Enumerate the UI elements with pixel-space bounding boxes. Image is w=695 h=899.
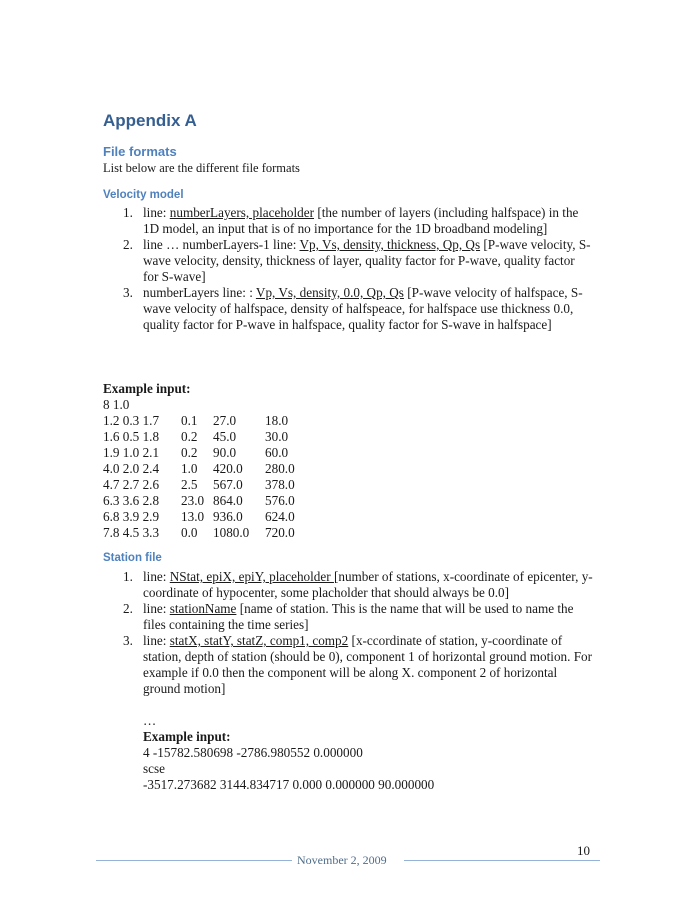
example-cell: 720.0 xyxy=(265,525,295,540)
page-number: 10 xyxy=(577,843,590,858)
field-names: NStat, epiX, epiY, placeholder xyxy=(169,569,334,584)
velocity-model-list xyxy=(103,205,593,333)
example-cell: 567.0 xyxy=(213,477,243,492)
example-label: Example input: xyxy=(143,729,231,744)
example-cell: 576.0 xyxy=(265,493,295,508)
example-cell: 90.0 xyxy=(213,445,237,460)
example-cell: 27.0 xyxy=(213,413,237,428)
example-cell: 2.5 xyxy=(181,477,198,492)
example-cell: 0.1 xyxy=(181,413,198,428)
station-file-heading: Station file xyxy=(103,552,162,564)
example-line: scse xyxy=(143,761,165,776)
example-cell: 1.9 1.0 2.1 xyxy=(103,445,160,460)
appendix-heading: Appendix A xyxy=(103,111,197,130)
list-item: 3. numberLayers line: : Vp, Vs, density, 0.0, Qp, Qs [P-wave velocity of halfspace, S-wave velocity of halfspace, density of halfspeace, for halfspace use thickness 0.0, quality factor for P-wave in halfspace, quality factor for S-wave in halfspace] xyxy=(123,285,583,332)
example-cell: 7.8 4.5 3.3 xyxy=(103,525,160,540)
footer-rule-right xyxy=(404,860,600,861)
example-cell: 1.6 0.5 1.8 xyxy=(103,429,160,444)
example-cell: 1080.0 xyxy=(213,525,250,540)
example-row xyxy=(103,493,308,509)
example-cell: 420.0 xyxy=(213,461,243,476)
velocity-model-heading: Velocity model xyxy=(103,189,184,201)
example-row xyxy=(103,445,308,461)
example-cell: 0.2 xyxy=(181,445,198,460)
footer-date: November 2, 2009 xyxy=(297,853,387,867)
example-cell: 0.0 xyxy=(181,525,198,540)
example-cell: 4.0 2.0 2.4 xyxy=(103,461,160,476)
field-names: Vp, Vs, density, 0.0, Qp, Qs xyxy=(255,285,404,300)
list-item: 1. line: numberLayers, placeholder [the number of layers (including halfspace) in the 1D model, an input that is of no importance for the 1D broadband modeling] xyxy=(123,205,579,236)
file-formats-heading: File formats xyxy=(103,144,177,159)
list-item: 2. line: stationName [name of station. This is the name that will be used to name the files containing the time series] xyxy=(123,601,574,632)
example-row xyxy=(103,477,308,493)
example-cell: 0.2 xyxy=(181,429,198,444)
field-names: statX, statY, statZ, comp1, comp2 xyxy=(169,633,349,648)
example-cell: 30.0 xyxy=(265,429,289,444)
example-rows xyxy=(103,413,308,541)
example-cell: 13.0 xyxy=(181,509,205,524)
example-cell: 6.8 3.9 2.9 xyxy=(103,509,160,524)
example-cell: 864.0 xyxy=(213,493,243,508)
example-label: Example input: xyxy=(103,381,191,396)
example-row xyxy=(103,461,308,477)
field-names: Vp, Vs, density, thickness, Qp, Qs xyxy=(299,237,481,252)
example-cell: 1.0 xyxy=(181,461,198,476)
example-row xyxy=(103,429,308,445)
example-row xyxy=(103,525,308,541)
list-item: 2. line … numberLayers-1 line: Vp, Vs, density, thickness, Qp, Qs [P-wave velocity, S-wave velocity, density, thickness of layer, quality factor for P-wave, quality factor for S-wave] xyxy=(123,237,591,284)
list-item: 1. line: NStat, epiX, epiY, placeholder [number of stations, x-coordinate of epicenter, y-coordinate of hypocenter, some placholder that should always be 0.0] xyxy=(123,569,593,600)
example-cell: 1.2 0.3 1.7 xyxy=(103,413,160,428)
example-line: 4 -15782.580698 -2786.980552 0.000000 xyxy=(143,745,363,760)
list-item: 3. line: statX, statY, statZ, comp1, comp2 [x-ccordinate of station, y-coordinate of station, depth of station (should be 0), component 1 of horizontal ground motion. For example if 0.0 then the component will be along X. component 2 of horizontal ground motion] xyxy=(123,633,593,696)
example-row xyxy=(103,509,308,525)
footer-rule-left xyxy=(96,860,292,861)
example-row xyxy=(103,413,308,429)
example-cell: 60.0 xyxy=(265,445,289,460)
file-formats-intro: List below are the different file formats xyxy=(103,161,300,175)
example-cell: 280.0 xyxy=(265,461,295,476)
example-cell: 624.0 xyxy=(265,509,295,524)
example-cell: 45.0 xyxy=(213,429,237,444)
example-cell: 378.0 xyxy=(265,477,295,492)
field-names: stationName xyxy=(169,601,237,616)
example-cell: 18.0 xyxy=(265,413,289,428)
example-header-line: 8 1.0 xyxy=(103,397,130,412)
velocity-example xyxy=(103,381,308,541)
field-names: numberLayers, placeholder xyxy=(169,205,315,220)
example-line: -3517.273682 3144.834717 0.000 0.000000 90.000000 xyxy=(143,777,435,792)
station-example xyxy=(143,713,434,793)
station-file-list xyxy=(103,569,593,697)
ellipsis: … xyxy=(143,713,157,728)
example-cell: 936.0 xyxy=(213,509,243,524)
example-cell: 23.0 xyxy=(181,493,205,508)
example-cell: 4.7 2.7 2.6 xyxy=(103,477,160,492)
example-cell: 6.3 3.6 2.8 xyxy=(103,493,160,508)
